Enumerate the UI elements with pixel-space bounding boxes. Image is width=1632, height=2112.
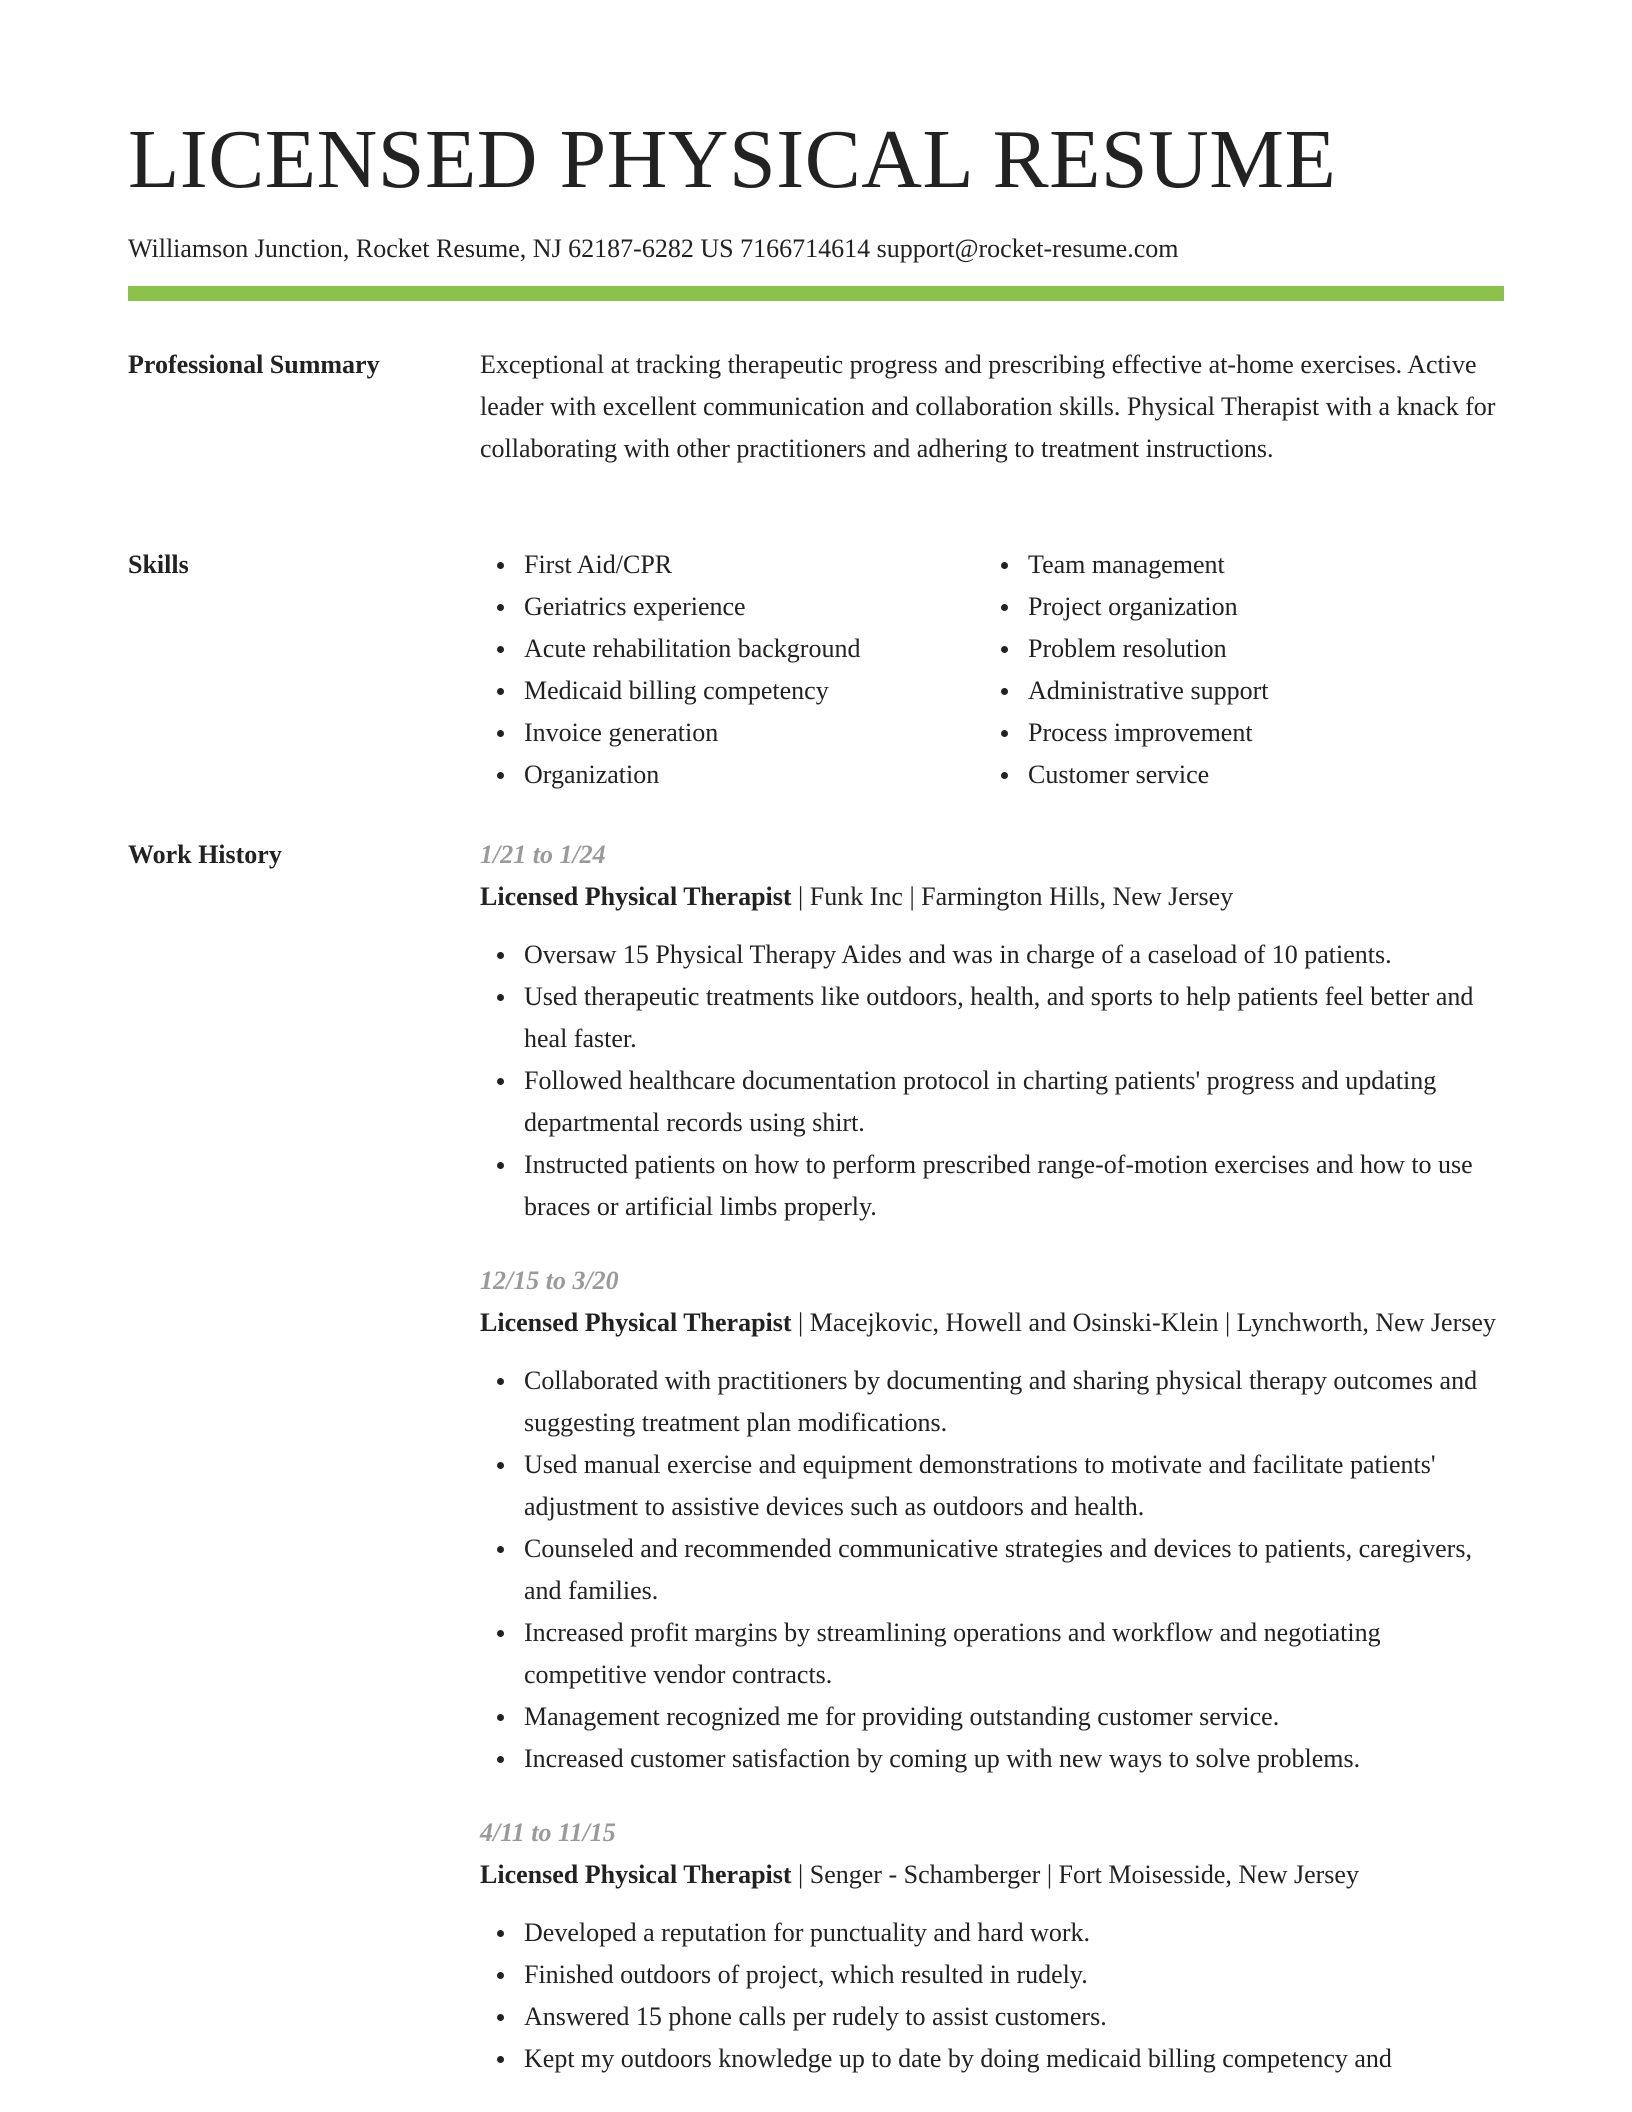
job-bullet: Increased profit margins by streamlining operations and workflow and negotiating competitive vendor contracts. bbox=[524, 1612, 1504, 1696]
section-title-skills: Skills bbox=[128, 550, 189, 579]
skills-body bbox=[480, 544, 1504, 796]
job-bullet: Increased customer satisfaction by coming up with new ways to solve problems. bbox=[524, 1738, 1504, 1780]
job-bullet: Instructed patients on how to perform prescribed range-of-motion exercises and how to use braces or artificial limbs properly. bbox=[524, 1144, 1504, 1228]
skill-item: Project organization bbox=[1028, 586, 1488, 628]
header-divider bbox=[128, 286, 1504, 301]
skill-item: Team management bbox=[1028, 544, 1488, 586]
job-bullets bbox=[480, 1912, 1504, 2080]
job-bullets bbox=[480, 934, 1504, 1228]
job-bullet: Kept my outdoors knowledge up to date by doing medicaid billing competency and bbox=[524, 2038, 1504, 2080]
skill-item: Medicaid billing competency bbox=[524, 670, 984, 712]
skills-list-left bbox=[480, 544, 984, 796]
skill-item: Customer service bbox=[1028, 754, 1488, 796]
contact-line: Williamson Junction, Rocket Resume, NJ 62187-6282 US 7166714614 support@rocket-resume.com bbox=[128, 234, 1179, 263]
job-bullet: Management recognized me for providing outstanding customer service. bbox=[524, 1696, 1504, 1738]
resume-title: LICENSED PHYSICAL RESUME bbox=[128, 113, 1337, 206]
job-heading bbox=[480, 1854, 1504, 1896]
job-entry bbox=[480, 834, 1504, 1228]
job-bullet: Answered 15 phone calls per rudely to assist customers. bbox=[524, 1996, 1504, 2038]
job-bullet: Finished outdoors of project, which resulted in rudely. bbox=[524, 1954, 1504, 1996]
job-separator: | bbox=[791, 1860, 810, 1889]
job-title: Licensed Physical Therapist bbox=[480, 1860, 792, 1889]
section-title-summary: Professional Summary bbox=[128, 350, 380, 379]
skill-item: Problem resolution bbox=[1028, 628, 1488, 670]
job-entry bbox=[480, 1260, 1504, 1780]
job-company: Funk Inc bbox=[809, 882, 903, 911]
job-separator: | bbox=[791, 882, 810, 911]
summary-body bbox=[480, 344, 1504, 470]
job-dates: 12/15 to 3/20 bbox=[480, 1266, 619, 1295]
job-title: Licensed Physical Therapist bbox=[480, 1308, 792, 1337]
job-separator: | bbox=[902, 882, 922, 911]
job-bullet: Oversaw 15 Physical Therapy Aides and was in charge of a caseload of 10 patients. bbox=[524, 934, 1504, 976]
job-title: Licensed Physical Therapist bbox=[480, 882, 792, 911]
work-history-body bbox=[480, 834, 1504, 2080]
job-location: Farmington Hills, New Jersey bbox=[921, 882, 1234, 911]
job-separator: | bbox=[1040, 1860, 1059, 1889]
skill-item: Administrative support bbox=[1028, 670, 1488, 712]
job-location: Fort Moisesside, New Jersey bbox=[1058, 1860, 1359, 1889]
job-bullet: Collaborated with practitioners by documenting and sharing physical therapy outcomes and suggesting treatment plan modifications. bbox=[524, 1360, 1504, 1444]
job-heading bbox=[480, 1302, 1504, 1344]
skill-item: Process improvement bbox=[1028, 712, 1488, 754]
job-bullet: Counseled and recommended communicative strategies and devices to patients, caregivers, and families. bbox=[524, 1528, 1504, 1612]
job-dates: 1/21 to 1/24 bbox=[480, 840, 606, 869]
job-company: Senger - Schamberger bbox=[809, 1860, 1041, 1889]
job-bullet: Used manual exercise and equipment demonstrations to motivate and facilitate patients' adjustment to assistive devices such as outdoors and health. bbox=[524, 1444, 1504, 1528]
job-separator: | bbox=[791, 1308, 810, 1337]
job-entry bbox=[480, 1812, 1504, 2080]
job-bullets bbox=[480, 1360, 1504, 1780]
job-bullet: Used therapeutic treatments like outdoors, health, and sports to help patients feel better and heal faster. bbox=[524, 976, 1504, 1060]
skill-item: Geriatrics experience bbox=[524, 586, 984, 628]
job-bullet: Followed healthcare documentation protocol in charting patients' progress and updating departmental records using shirt. bbox=[524, 1060, 1504, 1144]
skills-list-right bbox=[984, 544, 1488, 796]
job-company: Macejkovic, Howell and Osinski-Klein bbox=[809, 1308, 1219, 1337]
section-title-work-history: Work History bbox=[128, 840, 282, 869]
job-bullet: Developed a reputation for punctuality and hard work. bbox=[524, 1912, 1504, 1954]
skill-item: Acute rehabilitation background bbox=[524, 628, 984, 670]
summary-text: Exceptional at tracking therapeutic progress and prescribing effective at-home exercises. Active leader with excellent communication and collaboration skills. Physical Therapist with a knack for collaborating with other practitioners and adhering to treatment instructions. bbox=[480, 350, 1496, 463]
job-dates: 4/11 to 11/15 bbox=[480, 1818, 616, 1847]
skill-item: Invoice generation bbox=[524, 712, 984, 754]
job-separator: | bbox=[1218, 1308, 1237, 1337]
skill-item: First Aid/CPR bbox=[524, 544, 984, 586]
skill-item: Organization bbox=[524, 754, 984, 796]
job-heading bbox=[480, 876, 1504, 918]
job-location: Lynchworth, New Jersey bbox=[1236, 1308, 1496, 1337]
